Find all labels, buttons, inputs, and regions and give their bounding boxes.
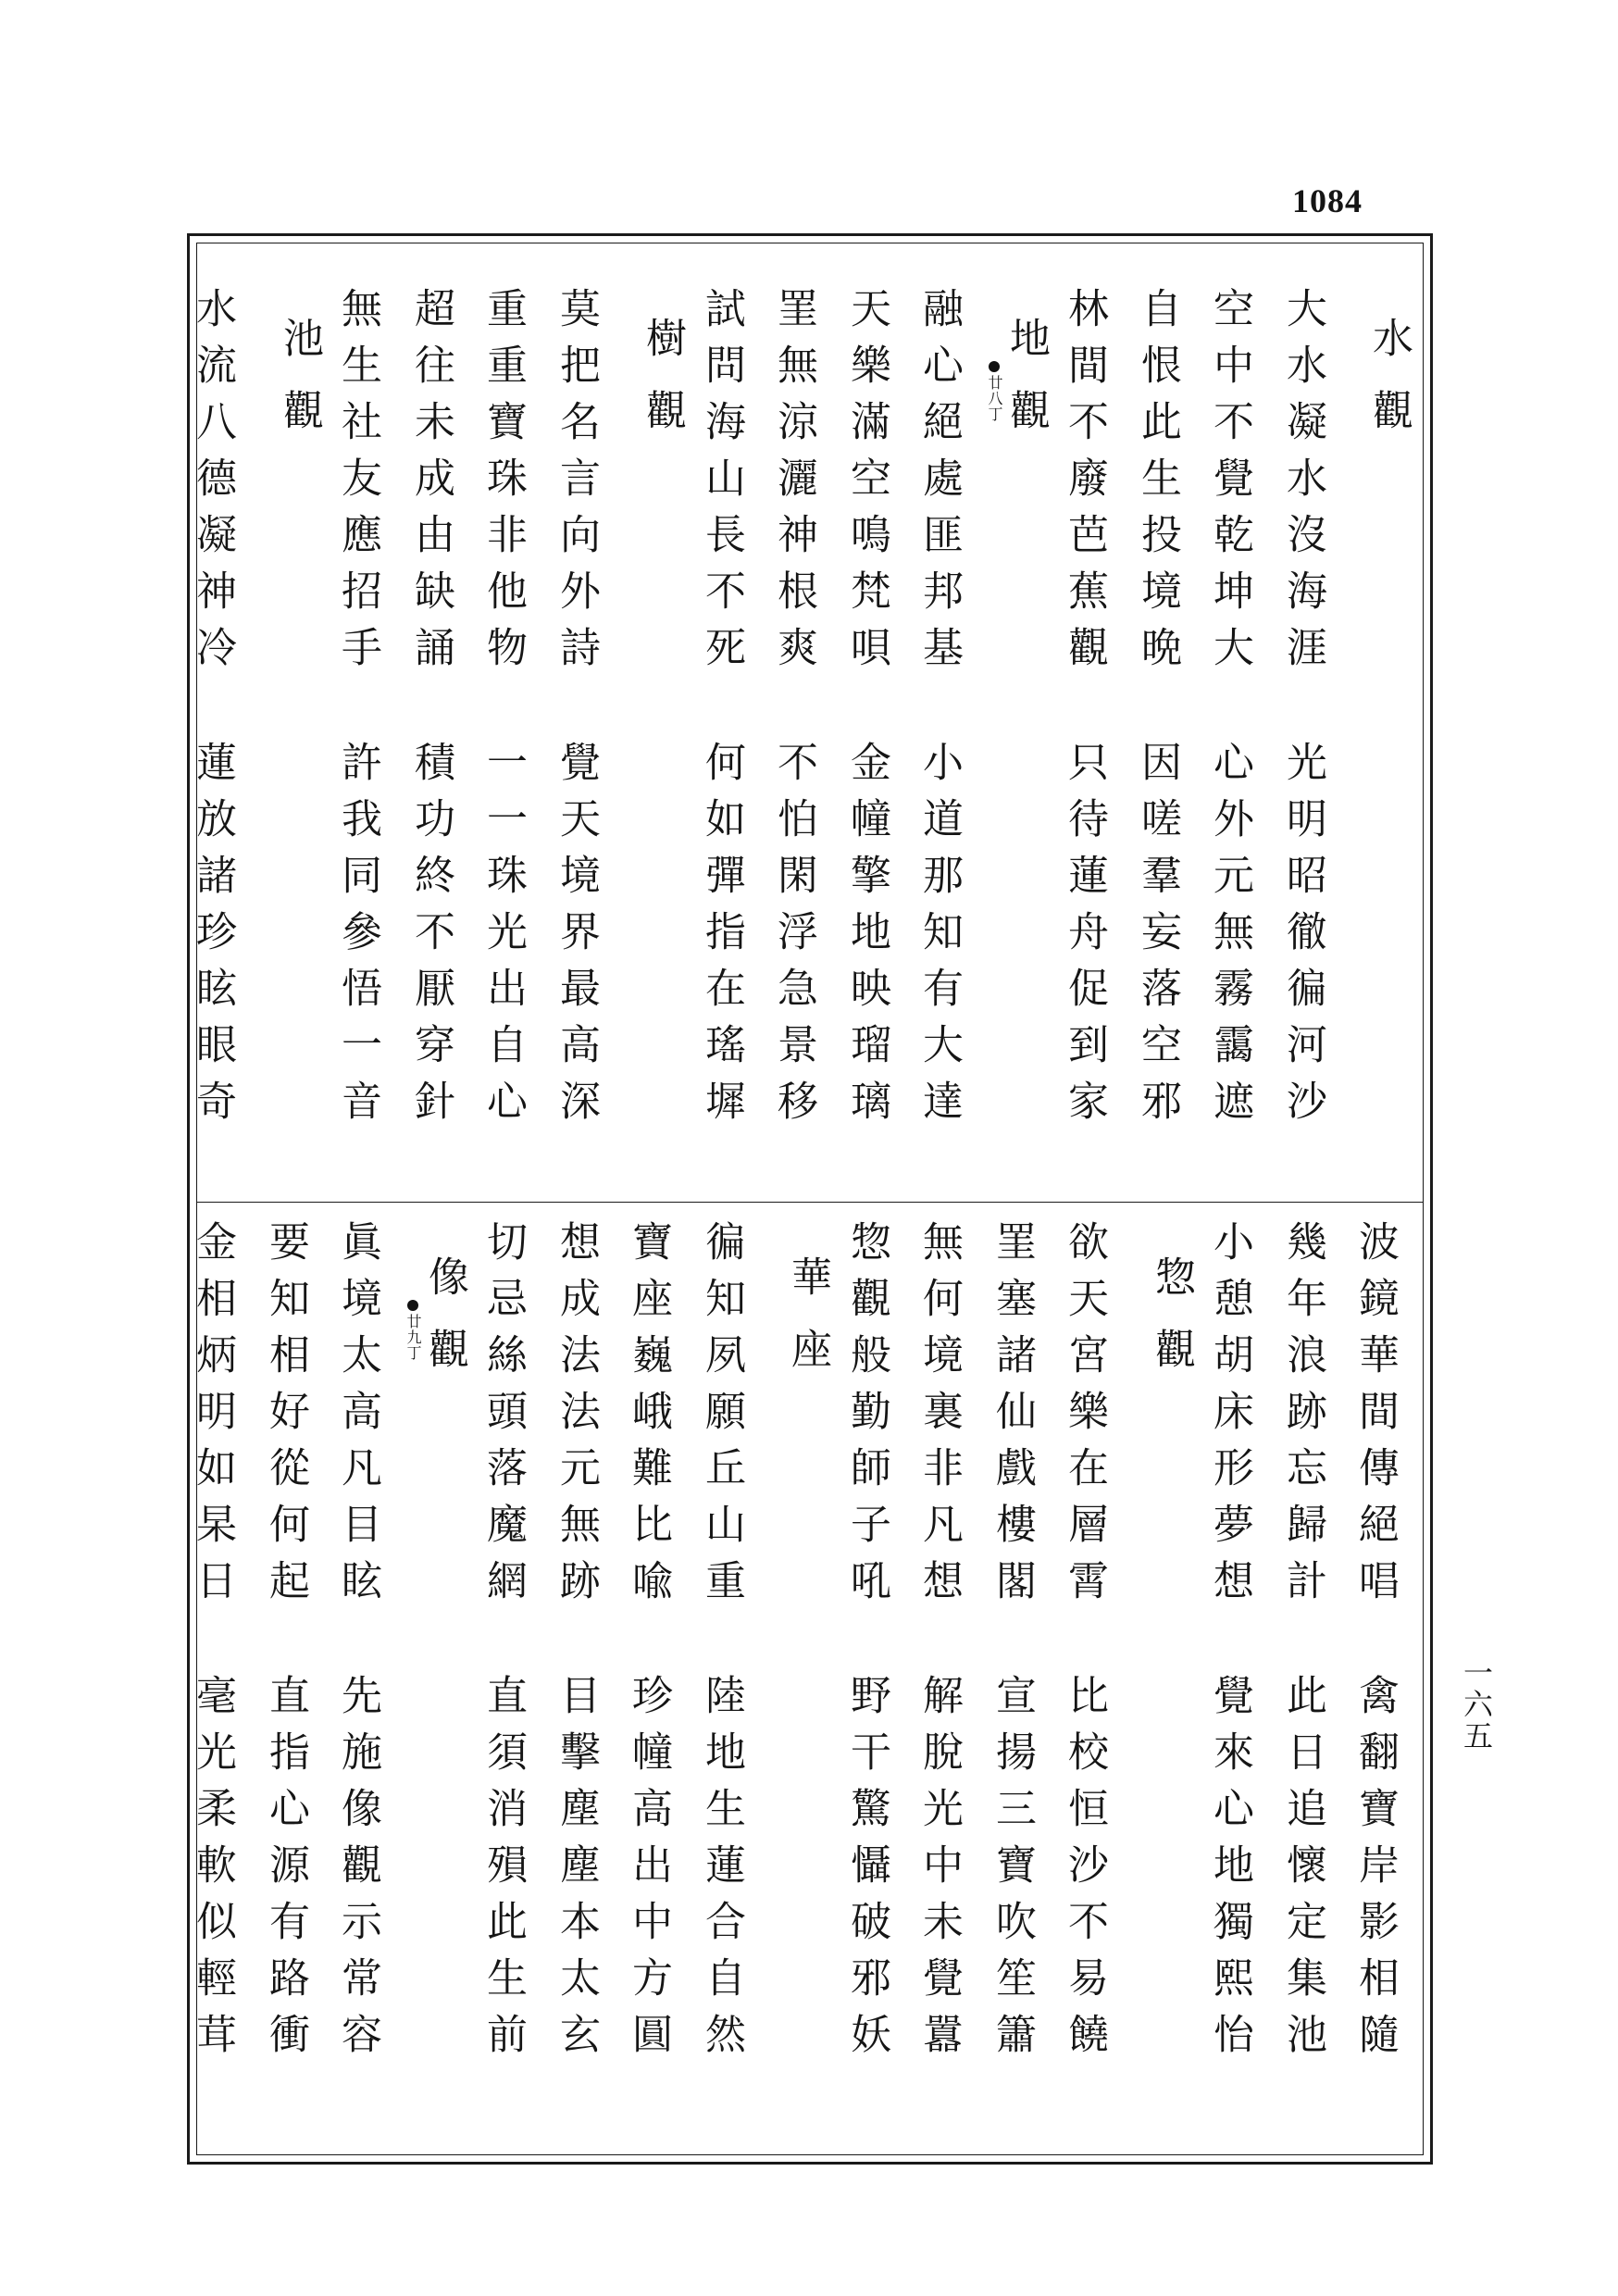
poem-line: 試問海山長不死: [698, 287, 745, 682]
poem-line: 只待蓮舟促到家: [1061, 741, 1108, 1136]
section-title: 地觀: [1002, 317, 1050, 461]
poem-line: 金幢擎地映瑠璃: [843, 741, 890, 1136]
section-title: 水觀: [1365, 317, 1413, 461]
bullet-icon: [989, 361, 1000, 372]
poem-line: 林間不廢芭蕉觀: [1061, 287, 1108, 682]
poem-line: 融心絕處匪邦基: [915, 287, 963, 682]
bullet-icon: [407, 1300, 418, 1311]
section-title: 惣觀: [1148, 1255, 1195, 1400]
leaf-number: 廿九丁: [404, 1314, 422, 1361]
poem-line: 宣揚三寶吹笙簫: [989, 1674, 1036, 2069]
poem-line: 先施像觀示常容: [334, 1674, 381, 2069]
poem-line: 禽翻寶岸影相隨: [1351, 1674, 1399, 2069]
poem-line: 切忌絲頭落魔網: [479, 1220, 527, 1616]
sheet-number: 一六五: [1459, 1657, 1494, 1752]
poem-line: 積功終不厭穿針: [407, 741, 454, 1136]
poem-line: 眞境太高凡目眩: [334, 1220, 381, 1616]
poem-line: 比校恒沙不易饒: [1061, 1674, 1108, 2069]
poem-line: 毫光柔軟似輕茸: [189, 1674, 236, 2069]
page-number: 1084: [1292, 182, 1363, 219]
poem-line: 直須消殞此生前: [479, 1674, 527, 2069]
section-title: 池觀: [276, 317, 323, 461]
poem-line: 珍幢高出中方圓: [625, 1674, 672, 2069]
poem-line: 目擊塵塵本太玄: [553, 1674, 600, 2069]
poem-line: 罣無涼灑神根爽: [770, 287, 817, 682]
poem-line: 惣觀般勤師子吼: [843, 1220, 890, 1616]
section-title: 像觀: [421, 1255, 468, 1400]
poem-line: 大水凝水沒海涯: [1279, 287, 1326, 682]
poem-line: 陸地生蓮合自然: [698, 1674, 745, 2069]
poem-line: 覺來心地獨熙怡: [1206, 1674, 1253, 2069]
poem-line: 無何境裏非凡想: [915, 1220, 963, 1616]
poem-line: 小道那知有大達: [915, 741, 963, 1136]
poem-line: 想成法法元無跡: [553, 1220, 600, 1616]
section-title: 華座: [784, 1255, 831, 1400]
poem-line: 光明昭徹徧河沙: [1279, 741, 1326, 1136]
poem-line: 金相炳明如杲日: [189, 1220, 236, 1616]
poem-line: 自恨此生投境晩: [1134, 287, 1181, 682]
poem-line: 解脫光中未覺囂: [915, 1674, 963, 2069]
poem-line: 許我同參悟一音: [334, 741, 381, 1136]
leaf-number: 廿八丁: [986, 375, 1003, 422]
poem-line: 罣塞諸仙戲樓閣: [989, 1220, 1036, 1616]
poem-line: 空中不覺乾坤大: [1206, 287, 1253, 682]
poem-line: 波鏡華間傳絕唱: [1351, 1220, 1399, 1616]
poem-line: 無生社友應招手: [334, 287, 381, 682]
poem-line: 天樂滿空鳴梵唄: [843, 287, 890, 682]
poem-line: 此日追懷定集池: [1279, 1674, 1326, 2069]
poem-line: 要知相好從何起: [262, 1220, 309, 1616]
poem-line: 徧知夙願丘山重: [698, 1220, 745, 1616]
poem-line: 一一珠光出自心: [479, 741, 527, 1136]
poem-line: 莫把名言向外詩: [553, 287, 600, 682]
poem-line: 不怕閑浮急景移: [770, 741, 817, 1136]
poem-line: 水流八德凝神冷: [189, 287, 236, 682]
poem-line: 何如彈指在瑤墀: [698, 741, 745, 1136]
poem-line: 小憩胡床形夢想: [1206, 1220, 1253, 1616]
poem-line: 寶座巍峨難比喩: [625, 1220, 672, 1616]
poem-line: 超往未成由缺誦: [407, 287, 454, 682]
poem-line: 幾年浪跡忘歸計: [1279, 1220, 1326, 1616]
poem-line: 因嗟羣妄落空邪: [1134, 741, 1181, 1136]
section-divider: [196, 1202, 1424, 1203]
poem-line: 野干驚懾破邪妖: [843, 1674, 890, 2069]
poem-line: 蓮放諸珍眩眼奇: [189, 741, 236, 1136]
section-title: 樹觀: [639, 317, 686, 461]
leaf-marker: [987, 361, 1002, 422]
poem-line: 心外元無霧靄遮: [1206, 741, 1253, 1136]
leaf-marker: [405, 1300, 420, 1361]
poem-line: 重重寶珠非他物: [479, 287, 527, 682]
poem-line: 直指心源有路衝: [262, 1674, 309, 2069]
poem-line: 欲天宮樂在層霄: [1061, 1220, 1108, 1616]
poem-line: 覺天境界最高深: [553, 741, 600, 1136]
